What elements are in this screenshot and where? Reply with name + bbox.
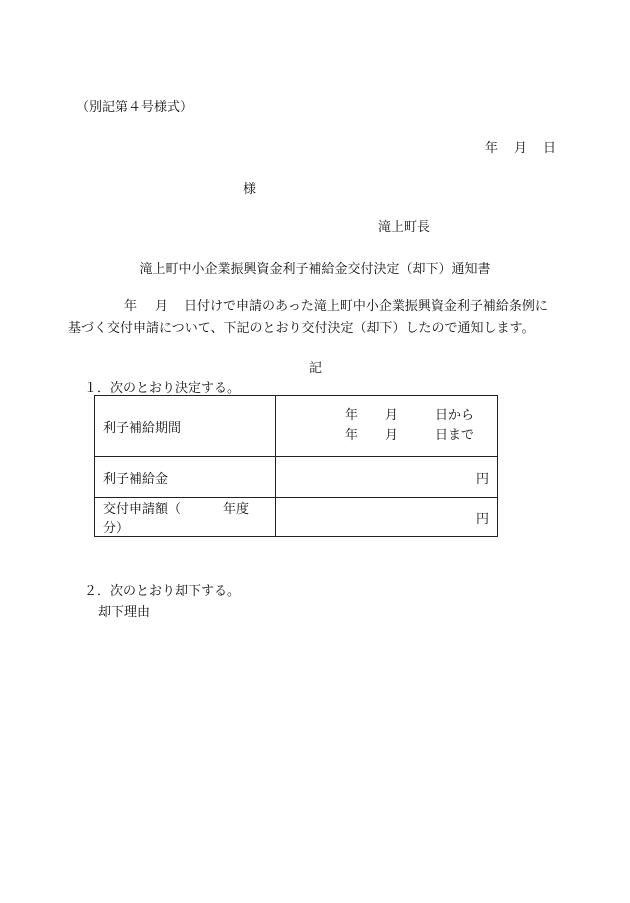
date-line bbox=[485, 137, 556, 156]
reason-label: 却下理由 bbox=[98, 605, 151, 620]
addressee-suffix: 様 bbox=[243, 182, 257, 197]
table-row-application bbox=[95, 498, 498, 537]
body-month: 月 bbox=[155, 299, 169, 314]
date-year: 年 bbox=[484, 141, 498, 156]
table-row-amount bbox=[95, 457, 498, 498]
amount-label: 利子補給金 bbox=[95, 457, 276, 498]
period-label: 利子補給期間 bbox=[95, 396, 276, 457]
date-month: 月 bbox=[513, 141, 527, 156]
body-line-2: 基づく交付申請について、下記のとおり交付決定（却下）したので通知します。 bbox=[68, 321, 535, 336]
document-title: 滝上町中小企業振興資金利子補給金交付決定（却下）通知書 bbox=[139, 262, 491, 277]
ki-heading: 記 bbox=[309, 361, 323, 376]
body-year: 年 bbox=[124, 299, 138, 314]
date-day: 日 bbox=[542, 141, 556, 156]
period-to: 年 月 日まで bbox=[345, 428, 475, 443]
application-unit: 円 bbox=[276, 498, 498, 537]
period-value bbox=[276, 396, 498, 457]
form-label: （別記第４号様式） bbox=[76, 100, 194, 115]
body-text bbox=[68, 296, 568, 340]
body-line-1-rest: 日付けで申請のあった滝上町中小企業振興資金利子補給条例に bbox=[184, 299, 548, 314]
decision-table bbox=[94, 395, 498, 537]
application-label: 交付申請額（ 年度分） bbox=[95, 498, 276, 537]
table-row-period bbox=[95, 396, 498, 457]
section2-heading: ２．次のとおり却下する。 bbox=[84, 584, 241, 599]
section1-heading: １．次のとおり決定する。 bbox=[84, 381, 241, 396]
body-line-1 bbox=[68, 296, 568, 318]
amount-unit: 円 bbox=[276, 457, 498, 498]
sender: 滝上町長 bbox=[378, 220, 431, 235]
period-from: 年 月 日から bbox=[345, 408, 475, 423]
